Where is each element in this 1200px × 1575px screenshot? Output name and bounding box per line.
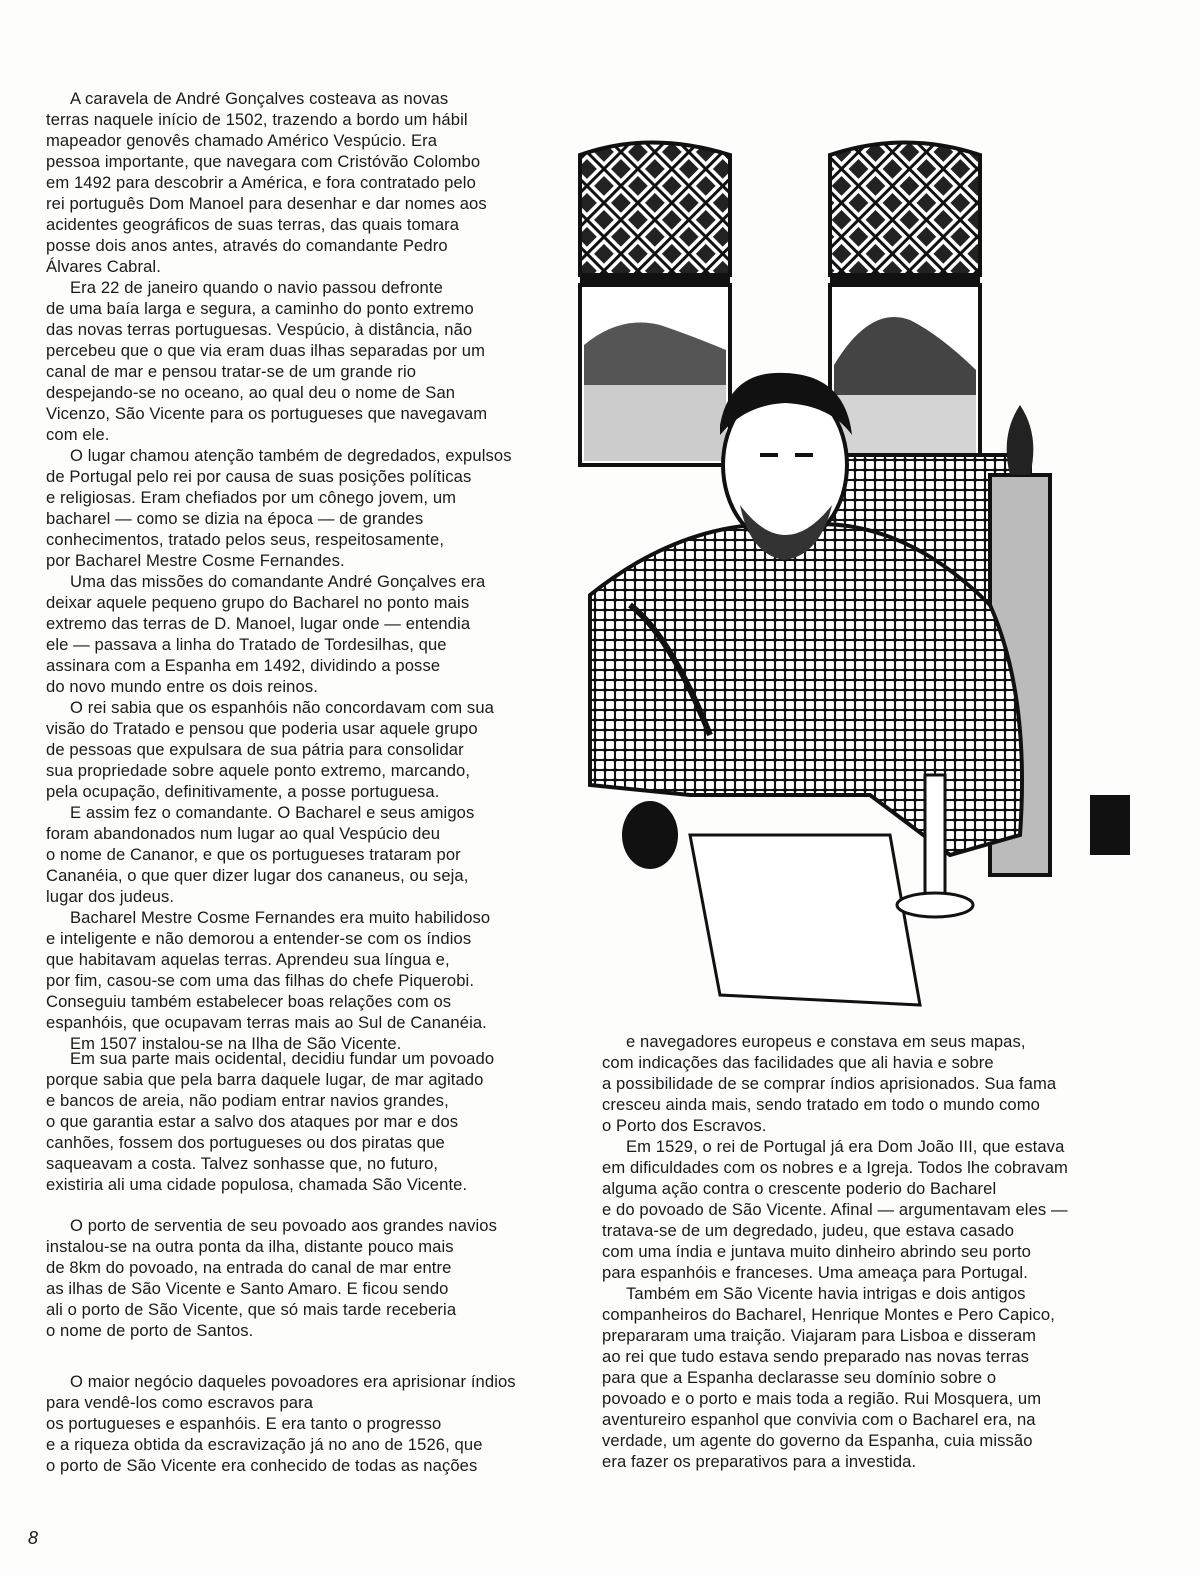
text-line: Em 1529, o rei de Portugal já era Dom João III, que estava [626, 1137, 1065, 1156]
text-line: que habitavam aquelas terras. Aprendeu sua língua e, [46, 950, 450, 969]
text-line: O rei sabia que os espanhóis não concordavam com sua [70, 698, 494, 717]
page-number: 8 [28, 1528, 39, 1548]
text-column-left-povoado [46, 1048, 494, 1195]
text-line: lugar dos judeus. [46, 887, 175, 906]
text-line: canal de mar e pensou tratar-se de um grande rio [46, 362, 417, 381]
window-right [830, 143, 980, 466]
text-line: percebeu que o que via eram duas ilhas separadas por um [46, 341, 486, 360]
text-line: pela ocupação, definitivamente, a posse portuguesa. [46, 782, 440, 801]
text-line: O maior negócio daqueles povoadores era aprisionar índios [70, 1372, 516, 1391]
text-line: para espanhóis e franceses. Uma ameaça para Portugal. [602, 1263, 1028, 1282]
text-line: rei português Dom Manoel para desenhar e dar nomes aos [46, 194, 487, 213]
text-line: conhecimentos, tratado pelos seus, respeitosamente, [46, 530, 445, 549]
text-line: acidentes geográficos de suas terras, das quais tomara [46, 215, 460, 234]
text-line: despejando-se no oceano, ao qual deu o nome de San [46, 383, 456, 402]
text-line: O lugar chamou atenção também de degredados, expulsos [70, 446, 512, 465]
text-line: pessoa importante, que navegara com Cristóvão Colombo [46, 152, 481, 171]
text-line: para vendê-los como escravos para [46, 1393, 314, 1412]
text-line: e inteligente e não demorou a entender-se com os índios [46, 929, 472, 948]
text-line: terras naquele início de 1502, trazendo a bordo um hábil [46, 110, 468, 129]
text-line: o nome de Cananor, e que os portugueses trataram por [46, 845, 461, 864]
text-line: por fim, casou-se com uma das filhas do chefe Piquerobi. [46, 971, 475, 990]
text-line: posse dois anos antes, através do comandante Pedro [46, 236, 448, 255]
text-line: Uma das missões do comandante André Gonçalves era [70, 572, 486, 591]
text-line: visão do Tratado e pensou que poderia usar aquele grupo [46, 719, 478, 738]
text-line: ele — passava a linha do Tratado de Tordesilhas, que [46, 635, 447, 654]
text-line: do novo mundo entre os dois reinos. [46, 677, 318, 696]
text-line: Cananéia, o que quer dizer lugar dos cananeus, ou seja, [46, 866, 469, 885]
window-left [580, 143, 730, 466]
text-line: em dificuldades com os nobres e a Igreja. Todos lhe cobravam [602, 1158, 1068, 1177]
text-line: prepararam uma traição. Viajaram para Lisboa e disseram [602, 1326, 1037, 1345]
text-line: o porto de São Vicente era conhecido de todas as nações [46, 1456, 478, 1475]
text-line: existiria ali uma cidade populosa, chamada São Vicente. [46, 1175, 468, 1194]
text-line: com ele. [46, 425, 110, 444]
text-line: espanhóis, que ocupavam terras mais ao Sul de Cananéia. [46, 1013, 487, 1032]
text-line: e navegadores europeus e constava em seus mapas, [626, 1032, 1026, 1051]
text-line: e do povoado de São Vicente. Afinal — argumentavam eles — [602, 1200, 1068, 1219]
text-column-right [602, 1031, 1068, 1472]
text-line: Álvares Cabral. [46, 257, 161, 276]
text-line: instalou-se na outra ponta da ilha, distante pouco mais [46, 1237, 454, 1256]
text-line: companheiros do Bacharel, Henrique Montes e Pero Capico, [602, 1305, 1055, 1324]
text-line: verdade, um agente do governo da Espanha, cuia missão [602, 1431, 1033, 1450]
text-line: Era 22 de janeiro quando o navio passou defronte [70, 278, 443, 297]
text-line: A caravela de André Gonçalves costeava as novas [70, 89, 449, 108]
text-line: para que a Espanha declarasse seu domínio sobre o [602, 1368, 997, 1387]
text-line: alguma ação contra o crescente poderio do Bacharel [602, 1179, 997, 1198]
text-line: cresceu ainda mais, sendo tratado em todo o mundo como [602, 1095, 1041, 1114]
text-line: de Portugal pelo rei por causa de suas posições políticas [46, 467, 472, 486]
text-line: mapeador genovês chamado Américo Vespúcio. Era [46, 131, 438, 150]
text-column-left-top [46, 88, 512, 1054]
text-line: e religiosas. Eram chefiados por um cônego jovem, um [46, 488, 457, 507]
text-line: e bancos de areia, não podiam entrar navios grandes, [46, 1091, 449, 1110]
text-line: de pessoas que expulsara de sua pátria para consolidar [46, 740, 464, 759]
text-line: ao rei que tudo estava sendo preparado nas novas terras [602, 1347, 1030, 1366]
text-line: Bacharel Mestre Cosme Fernandes era muito habilidoso [70, 908, 491, 927]
text-line: porque sabia que pela barra daquele lugar, de mar agitado [46, 1070, 484, 1089]
text-line: a possibilidade de se comprar índios aprisionados. Sua fama [602, 1074, 1057, 1093]
text-column-left-porto [46, 1215, 497, 1341]
text-line: sua propriedade sobre aquele ponto extremo, marcando, [46, 761, 471, 780]
text-line: Também em São Vicente havia intrigas e dois antigos [626, 1284, 1026, 1303]
text-line: os portugueses e espanhóis. E era tanto o progresso [46, 1414, 442, 1433]
text-line: o Porto dos Escravos. [602, 1116, 767, 1135]
text-line: extremo das terras de D. Manoel, lugar onde — entendia [46, 614, 471, 633]
illustration-scribe-portrait [570, 135, 1170, 1035]
text-line: deixar aquele pequeno grupo do Bacharel no ponto mais [46, 593, 470, 612]
text-line: Em 1507 instalou-se na Ilha de São Vicente. [70, 1034, 402, 1053]
text-line: de uma baía larga e segura, a caminho do ponto extremo [46, 299, 474, 318]
text-line: com indicações das facilidades que ali havia e sobre [602, 1053, 994, 1072]
text-column-left-negocio [46, 1371, 516, 1476]
text-line: povoado e o porto e mais toda a região. Rui Mosquera, um [602, 1389, 1042, 1408]
text-line: tratava-se de um degredado, judeu, que estava casado [602, 1221, 1015, 1240]
text-line: Em sua parte mais ocidental, decidiu fundar um povoado [70, 1049, 495, 1068]
text-line: por Bacharel Mestre Cosme Fernandes. [46, 551, 345, 570]
text-line: e a riqueza obtida da escravização já no ano de 1526, que [46, 1435, 483, 1454]
text-line: Vicenzo, São Vicente para os portugueses que navegavam [46, 404, 488, 423]
text-line: aventureiro espanhol que convivia com o Bacharel era, na [602, 1410, 1036, 1429]
text-line: o nome de porto de Santos. [46, 1321, 254, 1340]
text-line: E assim fez o comandante. O Bacharel e seus amigos [70, 803, 475, 822]
text-line: Conseguiu também estabelecer boas relações com os [46, 992, 452, 1011]
text-line: o que garantia estar a salvo dos ataques por mar e dos [46, 1112, 459, 1131]
text-line: saqueavam a costa. Talvez sonhasse que, no futuro, [46, 1154, 439, 1173]
text-line: as ilhas de São Vicente e Santo Amaro. E ficou sendo [46, 1279, 449, 1298]
text-line: assinara com a Espanha em 1492, dividindo a posse [46, 656, 441, 675]
text-line: canhões, fossem dos portugueses ou dos piratas que [46, 1133, 445, 1152]
text-line: foram abandonados num lugar ao qual Vespúcio deu [46, 824, 441, 843]
text-line: de 8km do povoado, na entrada do canal de mar entre [46, 1258, 452, 1277]
text-line: era fazer os preparativos para a investida. [602, 1452, 917, 1471]
text-line: com uma índia e juntava muito dinheiro abrindo seu porto [602, 1242, 1031, 1261]
text-line: bacharel — como se dizia na época — de grandes [46, 509, 424, 528]
text-line: ali o porto de São Vicente, que só mais tarde receberia [46, 1300, 457, 1319]
text-line: em 1492 para descobrir a América, e fora contratado pelo [46, 173, 476, 192]
text-line: das novas terras portuguesas. Vespúcio, à distância, não [46, 320, 473, 339]
text-line: O porto de serventia de seu povoado aos grandes navios [70, 1216, 497, 1235]
